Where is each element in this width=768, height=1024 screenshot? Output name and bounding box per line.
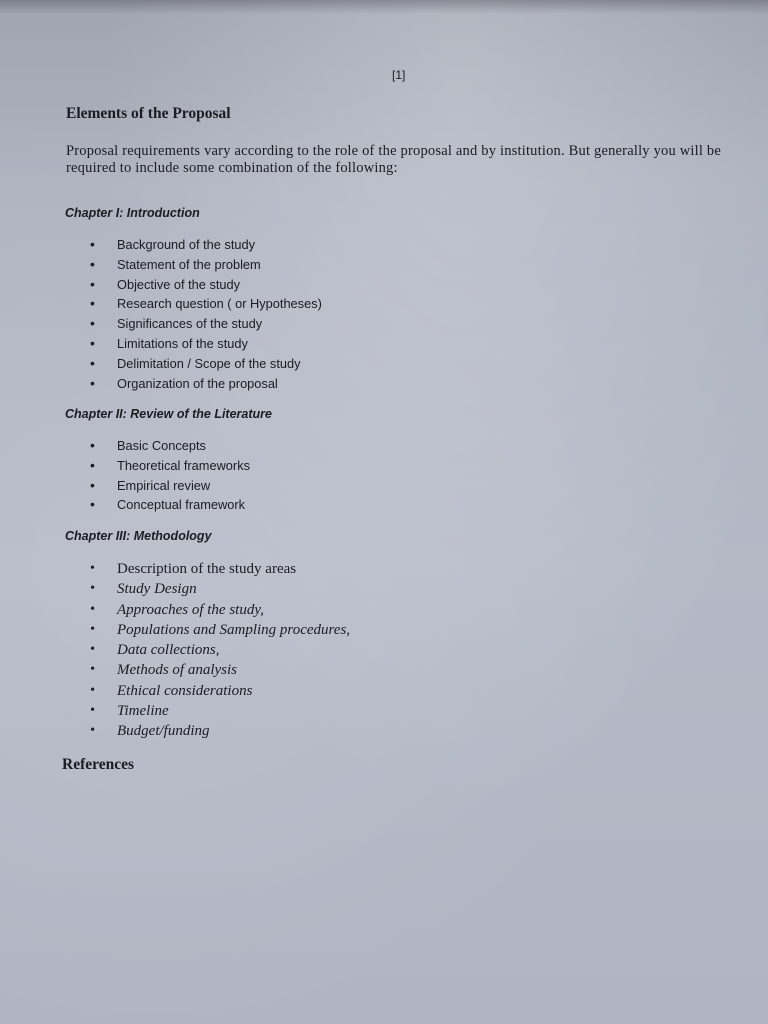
list-item-text: Approaches of the study, (117, 601, 264, 618)
page-edge-shadow (0, 0, 768, 14)
list-item (90, 255, 322, 275)
list-item (90, 559, 350, 579)
list-item-text: Delimitation / Scope of the study (117, 355, 301, 371)
list-item-text: Methods of analysis (117, 662, 237, 679)
bullet-icon: • (90, 275, 95, 292)
bullet-icon: • (90, 354, 95, 371)
bullet-icon: • (90, 621, 95, 637)
bullet-icon: • (90, 295, 95, 312)
list-item (90, 334, 322, 354)
bullet-icon: • (90, 456, 95, 473)
list-item-text: Theoretical frameworks (117, 457, 250, 473)
list-item-text: Statement of the problem (117, 256, 261, 272)
list-item (90, 620, 350, 640)
chapter-3-heading: Chapter III: Methodology (65, 529, 212, 543)
list-item (90, 600, 350, 620)
list-item (90, 660, 350, 680)
list-item-text: Significances of the study (117, 316, 263, 332)
list-item (90, 579, 350, 599)
bullet-icon: • (90, 703, 95, 719)
list-item-text: Description of the study areas (117, 561, 297, 577)
bullet-icon: • (90, 334, 95, 351)
list-item (90, 275, 322, 295)
bullet-icon: • (90, 642, 95, 658)
page-number: [1] (392, 68, 406, 82)
references-heading: References (62, 756, 135, 773)
bullet-icon: • (90, 581, 95, 597)
list-item (90, 354, 322, 374)
list-item-text: Study Design (117, 581, 197, 598)
list-item (90, 681, 350, 701)
list-item (90, 456, 250, 476)
list-item-text: Background of the study (117, 237, 256, 252)
intro-paragraph: Proposal requirements vary according to the role of the proposal and by institution. But generally you will be required to include some combination of the following: (66, 143, 722, 176)
list-item-text: Research question ( or Hypotheses) (117, 296, 322, 312)
bullet-icon: • (90, 374, 95, 391)
bullet-icon: • (90, 496, 95, 513)
bullet-icon: • (90, 561, 95, 576)
list-item-text: Conceptual framework (117, 497, 246, 513)
chapter-1-list (90, 235, 322, 393)
bullet-icon: • (90, 662, 95, 678)
list-item (90, 314, 322, 334)
bullet-icon: • (90, 255, 95, 272)
bullet-icon: • (90, 476, 95, 493)
list-item-text: Data collections, (117, 642, 220, 659)
list-item (90, 436, 250, 456)
bullet-icon: • (90, 682, 95, 698)
list-item (90, 476, 250, 496)
list-item-text: Budget/funding (117, 723, 210, 740)
chapter-2-heading: Chapter II: Review of the Literature (65, 407, 272, 421)
list-item-text: Limitations of the study (117, 335, 248, 351)
list-item (90, 495, 250, 515)
list-item-text: Empirical review (117, 477, 211, 493)
chapter-3-list (90, 559, 350, 742)
list-item-text: Organization of the proposal (117, 375, 278, 391)
bullet-icon: • (90, 315, 95, 332)
list-item-text: Basic Concepts (117, 438, 206, 453)
chapter-2-list (90, 436, 250, 515)
list-item-text: Populations and Sampling procedures, (117, 621, 351, 638)
list-item (90, 721, 350, 741)
document-title: Elements of the Proposal (66, 105, 231, 122)
bullet-icon: • (90, 236, 95, 252)
list-item-text: Timeline (117, 703, 169, 720)
list-item-text: Ethical considerations (117, 682, 253, 699)
list-item (90, 235, 322, 255)
list-item-text: Objective of the study (117, 276, 241, 292)
list-item (90, 294, 322, 314)
list-item (90, 374, 322, 394)
bullet-icon: • (90, 723, 95, 739)
bullet-icon: • (90, 437, 95, 453)
list-item (90, 701, 350, 721)
list-item (90, 640, 350, 660)
chapter-1-heading: Chapter I: Introduction (65, 206, 200, 220)
bullet-icon: • (90, 601, 95, 617)
